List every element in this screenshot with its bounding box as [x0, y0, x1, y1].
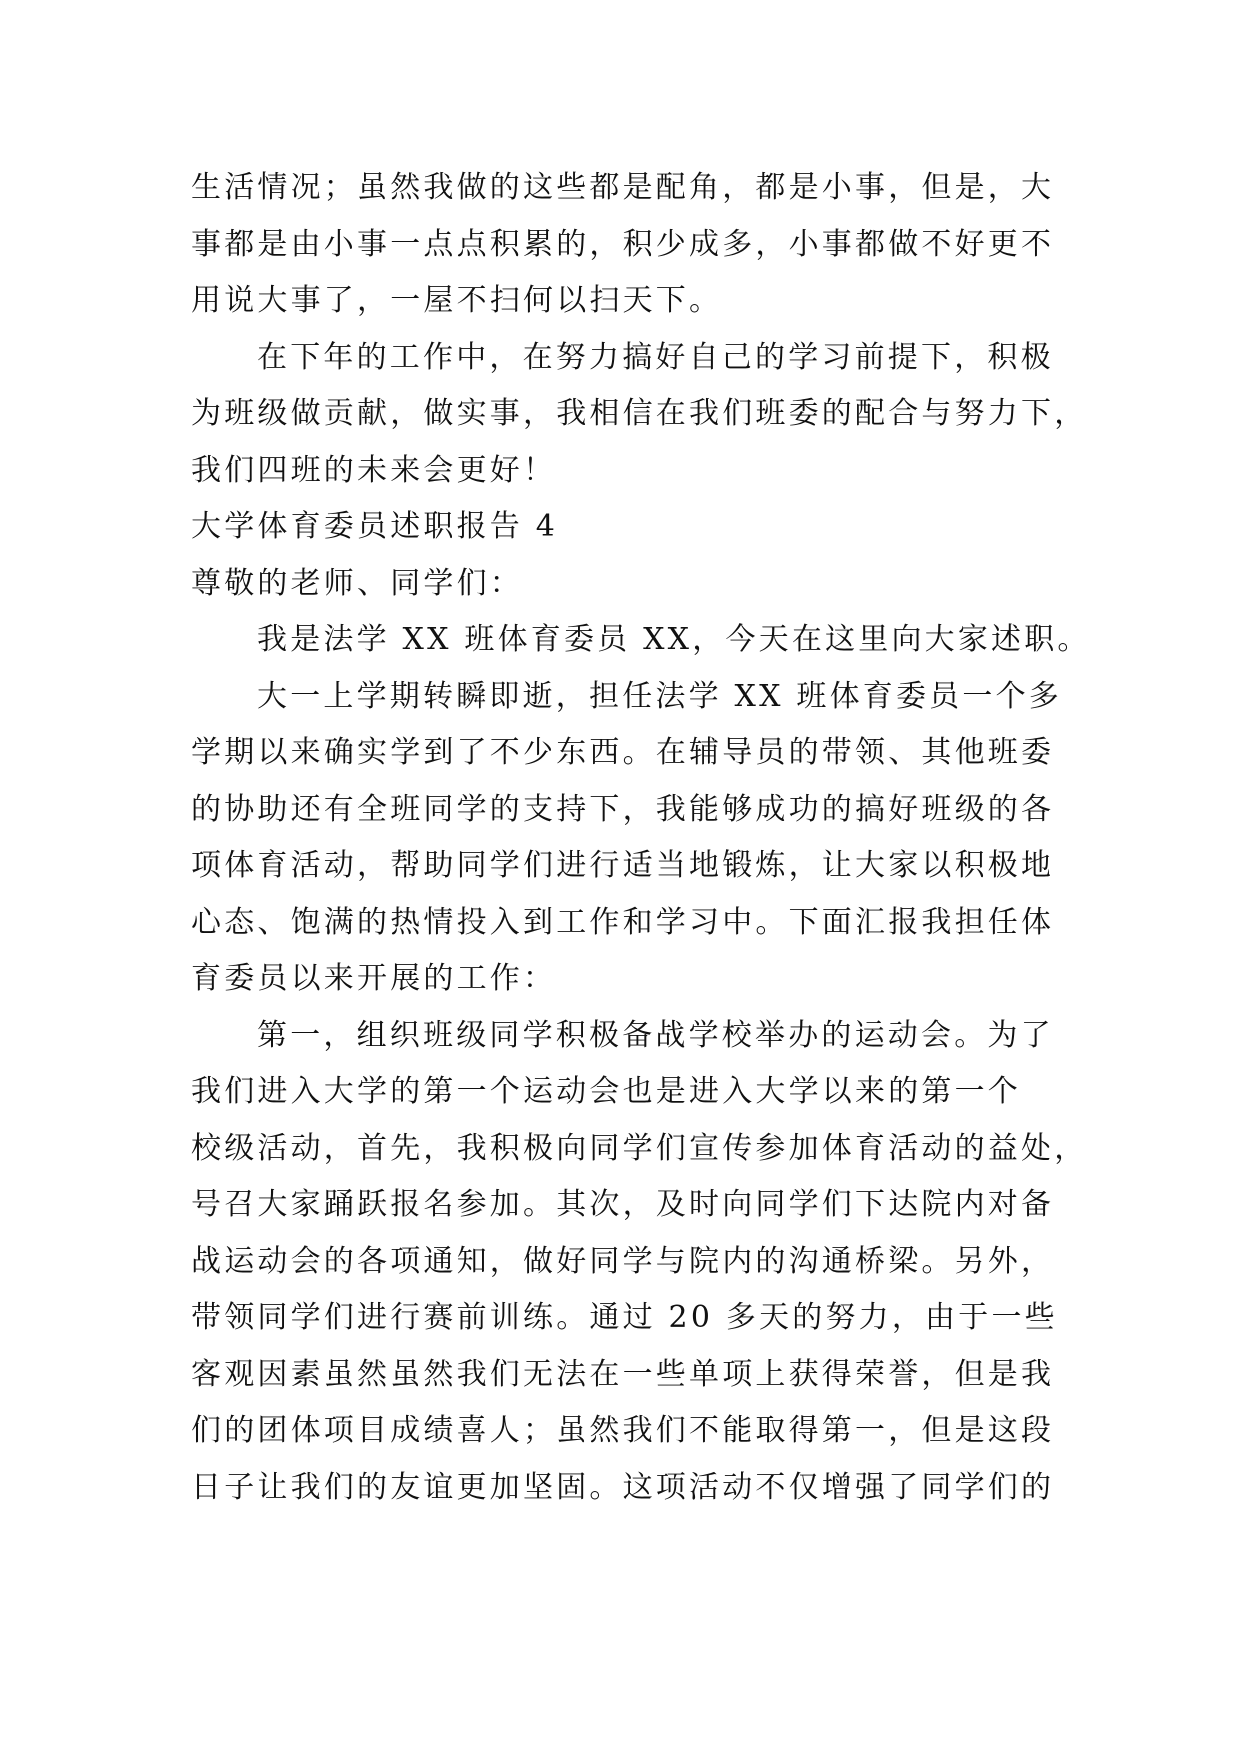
text-line: 的协助还有全班同学的支持下，我能够成功的搞好班级的各 [191, 791, 1055, 827]
text-line: 用说大事了，一屋不扫何以扫天下。 [191, 283, 723, 318]
text-line: 号召大家踊跃报名参加。其次，及时向同学们下达院内对备 [191, 1187, 1055, 1222]
text-line: 大一上学期转瞬即逝，担任法学 XX 班体育委员一个多 [257, 678, 1062, 714]
document-body [191, 160, 1091, 1516]
text-line: 心态、饱满的热情投入到工作和学习中。下面汇报我担任体 [191, 904, 1055, 940]
text-line: 我们进入大学的第一个运动会也是进入大学以来的第一个 [191, 1074, 1021, 1109]
text-line: 项体育活动，帮助同学们进行适当地锻炼，让大家以积极地 [191, 848, 1055, 883]
text-line: 客观因素虽然虽然我们无法在一些单项上获得荣誉，但是我 [191, 1356, 1055, 1392]
text-line: 们的团体项目成绩喜人；虽然我们不能取得第一，但是这段 [191, 1413, 1055, 1448]
text-line: 育委员以来开展的工作： [191, 961, 557, 996]
text-line: 学期以来确实学到了不少东西。在辅导员的带领、其他班委 [191, 735, 1055, 770]
text-line: 带领同学们进行赛前训练。通过 20 多天的努力，由于一些 [191, 1300, 1058, 1335]
text-line: 第一，组织班级同学积极备战学校举办的运动会。为了 [257, 1017, 1054, 1053]
text-line: 我是法学 XX 班体育委员 XX，今天在这里向大家述职。 [257, 622, 1091, 657]
text-line: 我们四班的未来会更好！ [191, 452, 557, 488]
text-line: 在下年的工作中，在努力搞好自己的学习前提下，积极 [257, 339, 1054, 375]
text-line: 为班级做贡献，做实事，我相信在我们班委的配合与努力下， [191, 396, 1088, 431]
text-line: 日子让我们的友谊更加坚固。这项活动不仅增强了同学们的 [191, 1469, 1055, 1505]
text-line: 生活情况；虽然我做的这些都是配角，都是小事，但是，大 [191, 170, 1055, 205]
text-line: 战运动会的各项通知，做好同学与院内的沟通桥梁。另外， [191, 1243, 1055, 1279]
salutation: 尊敬的老师、同学们： [191, 565, 523, 601]
section-heading: 大学体育委员述职报告 4 [191, 509, 559, 544]
text-line: 校级活动，首先，我积极向同学们宣传参加体育活动的益处， [191, 1130, 1088, 1166]
text-line: 事都是由小事一点点积累的，积少成多，小事都做不好更不 [191, 226, 1055, 262]
